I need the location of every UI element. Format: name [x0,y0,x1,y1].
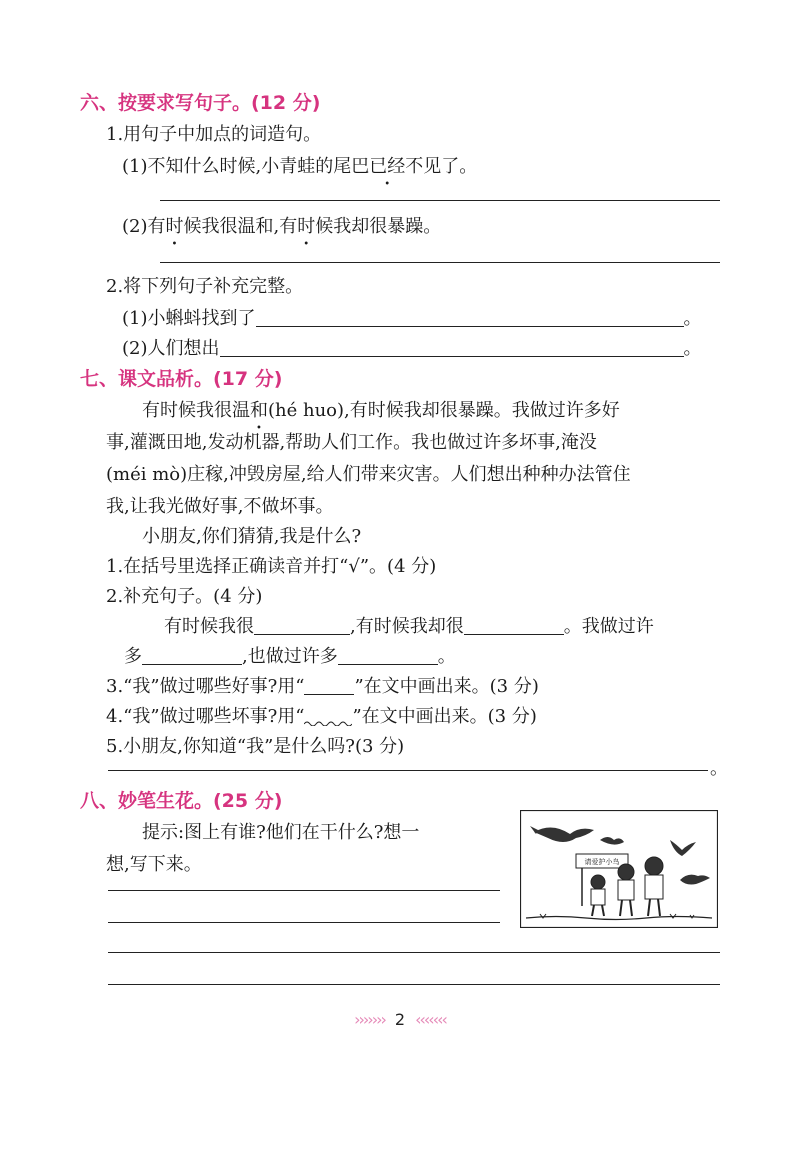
fill-blank[interactable] [142,646,242,665]
q2-text-e: ,也做过许多 [242,646,338,667]
passage-line-1 [142,396,620,422]
s6-q1-1-post: 不见了。 [405,156,478,177]
fill-blank[interactable] [464,616,564,635]
s6-q1-2-pre: (2) [122,216,148,237]
s6-q2-1 [122,304,702,330]
dotted-word-youshihou-2: 有时候 [279,216,334,237]
dotted-word-youshihou-1: 有时候 [147,216,202,237]
s7-question-1: 1.在括号里选择正确读音并打“√”。(4 分) [106,556,437,577]
s7-question-4 [106,702,537,728]
writing-line[interactable] [108,984,720,985]
q4-pre: 4.“我”做过哪些坏事?用“ [106,706,305,727]
hint-line-1: 提示:图上有谁?他们在干什么?想一 [142,822,420,843]
section-7-heading: 七、课文品析。(17 分) [80,368,283,390]
q2-text-a: 有时候我很 [164,616,254,637]
s6-q2-1-label: (1)小蝌蚪找到了 [122,308,256,329]
illustration-children-birds [520,810,718,928]
q3-post: ”在文中画出来。(3 分) [354,676,539,697]
q2-text-b: ,有时候我却很 [350,616,464,637]
q2-text-d: 多 [124,646,142,667]
right-arrows-decoration: ‹‹‹‹‹‹‹ [415,1010,446,1029]
s7-question-3 [106,672,539,698]
answer-line[interactable] [160,262,720,263]
passage-line-5: 小朋友,你们猜猜,我是什么? [142,526,362,547]
answer-line[interactable] [108,770,708,771]
passage-1-post: (hé huo),有时候我却很暴躁。我做过许多好 [268,400,620,421]
straight-underline-sample [304,680,354,695]
period: 。 [710,758,728,779]
passage-1-pre: 有时候我很温 [142,400,250,421]
s6-q1-2-post: 我却很暴躁。 [333,216,442,237]
page-number: 2 [394,1010,406,1029]
fill-blank[interactable] [338,646,438,665]
fill-blank[interactable] [254,616,350,635]
passage-line-2: 事,灌溉田地,发动机器,帮助人们工作。我也做过许多坏事,淹没 [106,432,597,453]
s6-question-1: 1.用句子中加点的词造句。 [106,124,322,145]
page-footer [0,1010,800,1029]
s6-q2-2 [122,334,702,360]
period: 。 [683,338,702,359]
s6-q1-sentence-1 [122,152,477,178]
s6-q1-1-pre: (1)不知什么时候,小青蛙的尾巴 [122,156,370,177]
writing-line[interactable] [108,922,500,923]
fill-blank[interactable] [220,338,684,357]
s7-q2-line-2 [124,642,456,668]
q3-pre: 3.“我”做过哪些好事?用“ [106,676,305,697]
sign-text: 请爱护小鸟 [584,858,620,866]
period: 。 [683,308,702,329]
s7-question-5: 5.小朋友,你知道“我”是什么吗?(3 分) [106,736,405,757]
left-arrows-decoration: ››››››› [354,1010,385,1029]
hint-line-2: 想,写下来。 [106,854,202,875]
passage-line-3: (méi mò)庄稼,冲毁房屋,给人们带来灾害。人们想出种种办法管住 [106,464,631,485]
answer-line[interactable] [160,200,720,201]
s6-question-2: 2.将下列句子补充完整。 [106,276,304,297]
writing-line[interactable] [108,952,720,953]
s7-q2-line-1 [164,612,654,638]
passage-line-4: 我,让我光做好事,不做坏事。 [106,496,334,517]
fill-blank[interactable] [256,308,684,327]
s6-q1-sentence-2 [122,212,441,238]
s6-q1-2-mid: 我很温和, [201,216,280,237]
s6-q2-2-label: (2)人们想出 [122,338,220,359]
q2-text-f: 。 [437,646,456,667]
s7-question-2: 2.补充句子。(4 分) [106,586,263,607]
dotted-word-yijing: 已经 [369,156,406,177]
q4-post: ”在文中画出来。(3 分) [352,706,537,727]
section-8-heading: 八、妙笔生花。(25 分) [80,790,283,812]
writing-line[interactable] [108,890,500,891]
wavy-underline-sample [304,712,352,726]
q2-text-c: 。我做过许 [563,616,654,637]
dotted-word-he: 和 [250,400,268,421]
section-6-heading: 六、按要求写句子。(12 分) [80,92,321,114]
